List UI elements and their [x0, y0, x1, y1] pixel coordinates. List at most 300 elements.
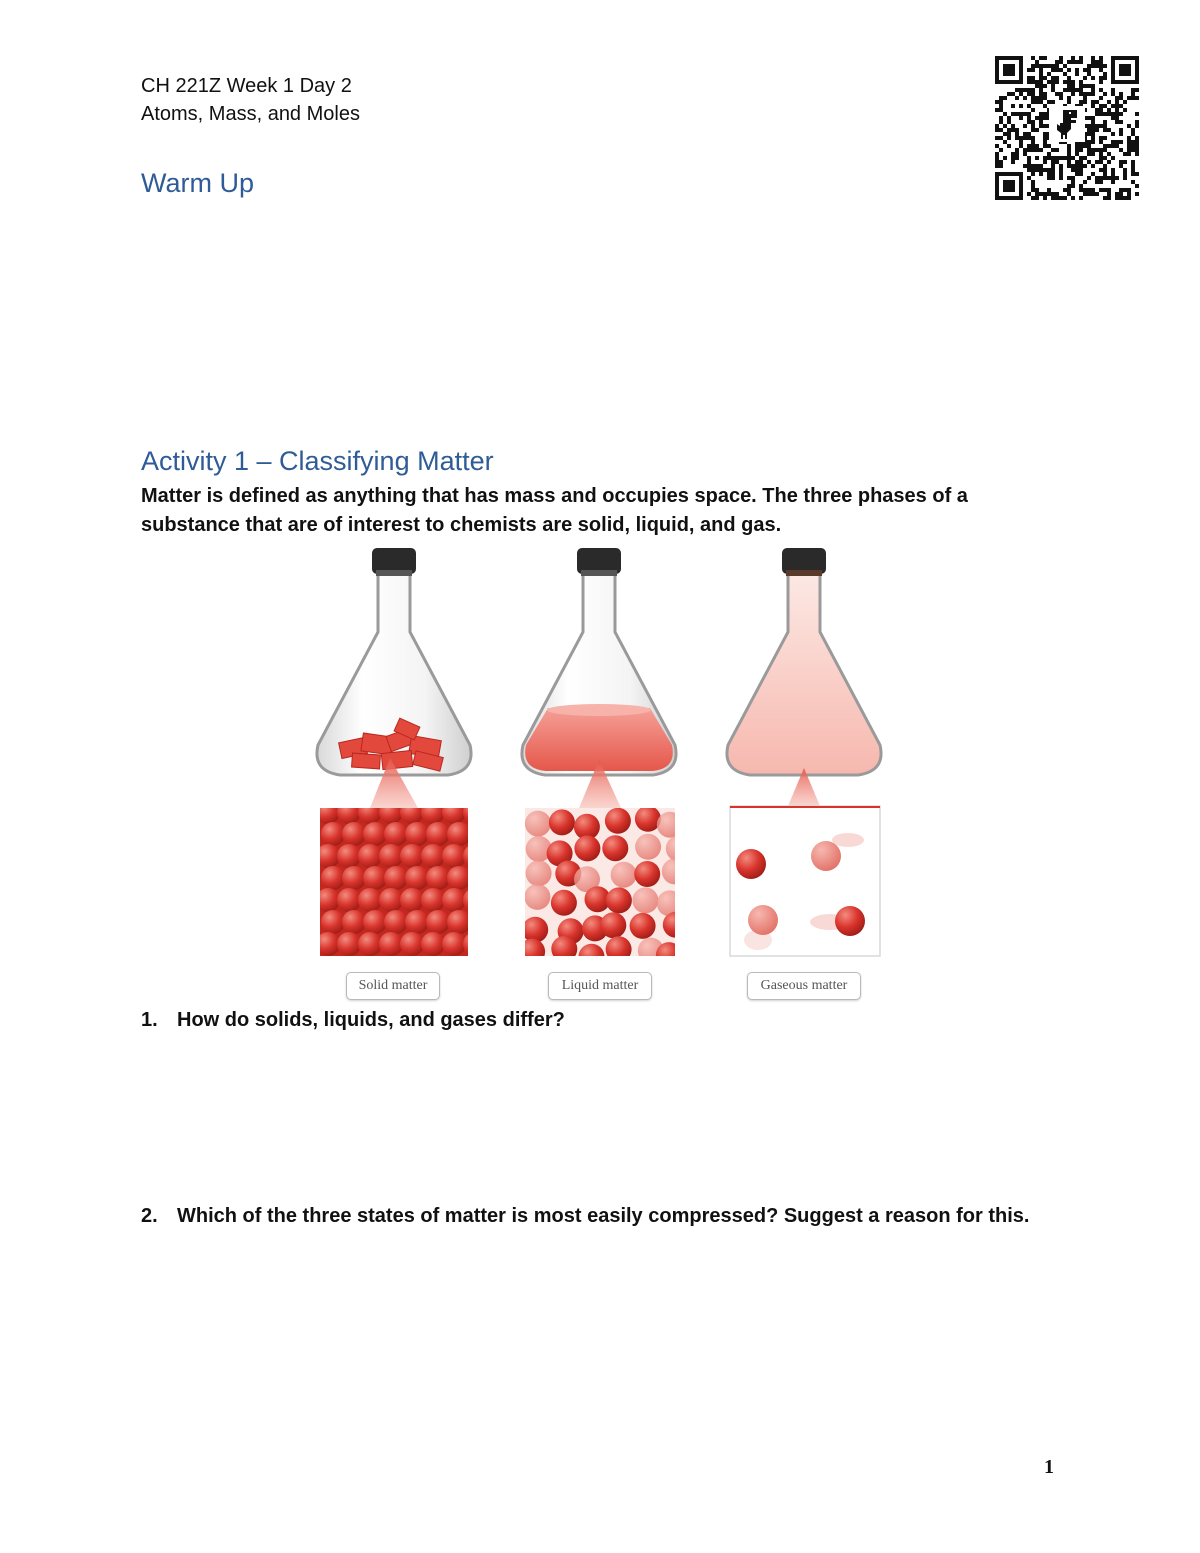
qr-module	[1043, 92, 1047, 96]
qr-module	[1075, 148, 1079, 152]
qr-module	[1003, 112, 1007, 116]
particle	[519, 939, 545, 965]
qr-module	[1135, 124, 1139, 128]
particle	[405, 822, 429, 846]
qr-module	[1091, 132, 1095, 136]
qr-module	[1011, 156, 1015, 160]
qr-module	[1067, 84, 1071, 88]
qr-module	[1075, 144, 1079, 148]
qr-module	[1131, 180, 1135, 184]
qr-module	[1063, 88, 1067, 92]
qr-module	[1107, 188, 1111, 192]
intro-line-1: Matter is defined as anything that has mass and occupies space. The three phases of a	[141, 485, 968, 507]
qr-module	[1083, 92, 1087, 96]
qr-module	[1103, 64, 1107, 68]
qr-module	[1055, 68, 1059, 72]
qr-module	[1027, 112, 1031, 116]
qr-module	[1103, 72, 1107, 76]
qr-module	[1043, 104, 1047, 108]
qr-module	[1059, 164, 1063, 168]
qr-module	[1031, 172, 1035, 176]
particle	[663, 912, 689, 938]
qr-module	[1043, 132, 1047, 136]
qr-module	[1023, 112, 1027, 116]
qr-module	[1079, 144, 1083, 148]
qr-module	[1059, 156, 1063, 160]
qr-module	[1087, 152, 1091, 156]
qr-module	[1027, 104, 1031, 108]
qr-module	[1107, 196, 1111, 200]
qr-module	[1071, 176, 1075, 180]
particle	[363, 822, 387, 846]
qr-module	[1083, 100, 1087, 104]
qr-module	[1099, 188, 1103, 192]
qr-module	[1027, 116, 1031, 120]
qr-module	[1043, 192, 1047, 196]
qr-module	[1111, 88, 1115, 92]
particle	[463, 888, 487, 912]
qr-module	[1075, 168, 1079, 172]
qr-module	[1115, 116, 1119, 120]
particle	[632, 887, 658, 913]
qr-module	[1031, 136, 1035, 140]
particle	[551, 890, 577, 916]
qr-module	[1119, 132, 1123, 136]
qr-module	[1043, 196, 1047, 200]
course-line: CH 221Z Week 1 Day 2	[141, 75, 352, 97]
qr-module	[1051, 80, 1055, 84]
qr-module	[1039, 96, 1043, 100]
qr-module	[1127, 196, 1131, 200]
qr-module	[1091, 172, 1095, 176]
qr-module	[1107, 100, 1111, 104]
qr-module	[1023, 164, 1027, 168]
qr-module	[1107, 176, 1111, 180]
qr-module	[1043, 156, 1047, 160]
qr-module	[1115, 144, 1119, 148]
particle	[363, 866, 387, 890]
qr-module	[1091, 188, 1095, 192]
qr-module	[1035, 192, 1039, 196]
qr-module	[1067, 176, 1071, 180]
qr-module	[1079, 88, 1083, 92]
qr-module	[1127, 152, 1131, 156]
qr-module	[1071, 80, 1075, 84]
qr-module	[1027, 156, 1031, 160]
qr-module	[1091, 124, 1095, 128]
qr-module	[1063, 72, 1067, 76]
qr-module	[1127, 192, 1131, 196]
qr-module	[1111, 156, 1115, 160]
qr-module	[1091, 76, 1095, 80]
qr-module	[1095, 128, 1099, 132]
particle	[657, 890, 683, 916]
qr-module	[1063, 80, 1067, 84]
qr-module	[1031, 64, 1035, 68]
qr-module	[1079, 84, 1083, 88]
particle	[574, 835, 600, 861]
qr-module	[1031, 128, 1035, 132]
particle	[316, 844, 340, 868]
qr-module	[1103, 176, 1107, 180]
qr-module	[1031, 144, 1035, 148]
qr-module	[1031, 100, 1035, 104]
qr-module	[1131, 132, 1135, 136]
particle	[549, 809, 575, 835]
qr-module	[1015, 132, 1019, 136]
qr-module	[1119, 140, 1123, 144]
particle	[635, 834, 661, 860]
qr-module	[999, 148, 1003, 152]
qr-module	[1091, 164, 1095, 168]
qr-module	[1079, 184, 1083, 188]
qr-module	[1071, 156, 1075, 160]
qr-module	[1031, 148, 1035, 152]
qr-module	[1019, 88, 1023, 92]
qr-module	[1027, 164, 1031, 168]
qr-module	[1107, 152, 1111, 156]
qr-module	[1103, 76, 1107, 80]
particle	[525, 811, 551, 837]
qr-module	[1015, 96, 1019, 100]
qr-module	[1107, 144, 1111, 148]
qr-module	[1059, 172, 1063, 176]
qr-module	[1091, 88, 1095, 92]
qr-module	[1015, 128, 1019, 132]
question-1-text: How do solids, liquids, and gases differ?	[177, 1009, 565, 1031]
qr-module	[1035, 168, 1039, 172]
qr-module	[1071, 196, 1075, 200]
qr-module	[1039, 76, 1043, 80]
qr-module	[1027, 132, 1031, 136]
qr-module	[1067, 164, 1071, 168]
qr-module	[1067, 152, 1071, 156]
qr-module	[1035, 196, 1039, 200]
qr-module	[1059, 196, 1063, 200]
qr-module	[1091, 120, 1095, 124]
qr-module	[1071, 92, 1075, 96]
qr-module	[1115, 100, 1119, 104]
qr-module	[1099, 108, 1103, 112]
particle	[447, 866, 471, 890]
qr-module	[1135, 172, 1139, 176]
particle	[442, 800, 466, 824]
qr-module	[1043, 56, 1047, 60]
qr-module	[1103, 120, 1107, 124]
qr-module	[1055, 80, 1059, 84]
qr-module	[1099, 104, 1103, 108]
qr-module	[1067, 160, 1071, 164]
particle	[379, 932, 403, 956]
qr-module	[1035, 188, 1039, 192]
solid-flask	[317, 548, 471, 808]
qr-module	[1027, 68, 1031, 72]
qr-module	[1067, 188, 1071, 192]
qr-module	[1083, 188, 1087, 192]
qr-module	[1131, 88, 1135, 92]
qr-module	[1119, 96, 1123, 100]
qr-module	[1075, 72, 1079, 76]
question-1	[141, 1006, 565, 1034]
qr-module	[1107, 192, 1111, 196]
qr-module	[1071, 184, 1075, 188]
qr-module	[1103, 168, 1107, 172]
qr-module	[1091, 92, 1095, 96]
qr-module	[999, 160, 1003, 164]
qr-module	[1019, 140, 1023, 144]
qr-module	[1043, 160, 1047, 164]
qr-module	[1035, 96, 1039, 100]
qr-module	[1067, 96, 1071, 100]
qr-module	[1135, 88, 1139, 92]
qr-code[interactable]	[993, 54, 1141, 202]
qr-module	[1119, 196, 1123, 200]
qr-module	[1099, 124, 1103, 128]
qr-module	[1091, 116, 1095, 120]
qr-module	[1095, 100, 1099, 104]
qr-module	[1071, 56, 1075, 60]
qr-module	[1067, 80, 1071, 84]
qr-module	[1043, 140, 1047, 144]
qr-module	[1091, 84, 1095, 88]
qr-module	[1087, 72, 1091, 76]
qr-module	[1035, 164, 1039, 168]
question-2-number: 2.	[141, 1205, 158, 1227]
qr-module	[1075, 152, 1079, 156]
qr-module	[1095, 112, 1099, 116]
qr-module	[1103, 128, 1107, 132]
qr-module	[1119, 112, 1123, 116]
qr-module	[1087, 188, 1091, 192]
qr-module	[1111, 92, 1115, 96]
particle	[337, 800, 361, 824]
qr-module	[1135, 112, 1139, 116]
qr-module	[1131, 96, 1135, 100]
particle	[363, 910, 387, 934]
qr-module	[1067, 184, 1071, 188]
qr-module	[1007, 136, 1011, 140]
qr-module	[995, 108, 999, 112]
qr-module	[1079, 92, 1083, 96]
qr-module	[1047, 176, 1051, 180]
qr-module	[1127, 148, 1131, 152]
qr-module	[1003, 156, 1007, 160]
qr-module	[1031, 184, 1035, 188]
qr-module	[1007, 116, 1011, 120]
qr-module	[1039, 84, 1043, 88]
qr-module	[1131, 148, 1135, 152]
qr-module	[1131, 164, 1135, 168]
qr-module	[1095, 160, 1099, 164]
qr-module	[995, 136, 999, 140]
qr-module	[1055, 92, 1059, 96]
question-2	[141, 1202, 1029, 1230]
caption-liquid: Liquid matter	[548, 972, 652, 1000]
particle	[384, 866, 408, 890]
qr-module	[1031, 120, 1035, 124]
qr-module	[1103, 196, 1107, 200]
particle	[606, 887, 632, 913]
qr-module	[1099, 56, 1103, 60]
qr-module	[1099, 68, 1103, 72]
particle	[463, 844, 487, 868]
qr-module	[1111, 112, 1115, 116]
qr-module	[1087, 176, 1091, 180]
qr-module	[1099, 136, 1103, 140]
qr-module	[1027, 136, 1031, 140]
qr-module	[1043, 124, 1047, 128]
qr-module	[1071, 164, 1075, 168]
qr-module	[1071, 88, 1075, 92]
qr-module	[1011, 124, 1015, 128]
qr-module	[1115, 196, 1119, 200]
qr-module	[1103, 124, 1107, 128]
qr-module	[1047, 72, 1051, 76]
qr-module	[1031, 96, 1035, 100]
particle	[400, 932, 424, 956]
qr-module	[1087, 84, 1091, 88]
particle	[526, 860, 552, 886]
dinosaur-icon	[1049, 106, 1085, 142]
qr-module	[1075, 68, 1079, 72]
qr-module	[1051, 68, 1055, 72]
qr-module	[1087, 116, 1091, 120]
particle	[442, 888, 466, 912]
qr-module	[1087, 160, 1091, 164]
qr-module	[1027, 148, 1031, 152]
qr-module	[1019, 104, 1023, 108]
qr-module	[1031, 76, 1035, 80]
qr-module	[1031, 188, 1035, 192]
qr-module	[1111, 180, 1115, 184]
qr-module	[1099, 160, 1103, 164]
qr-module	[1039, 192, 1043, 196]
qr-module	[1055, 148, 1059, 152]
particle	[579, 944, 605, 970]
particle	[662, 858, 688, 884]
qr-module	[1023, 96, 1027, 100]
qr-module	[1119, 104, 1123, 108]
gas-particles-panel	[730, 806, 880, 956]
particle	[426, 822, 450, 846]
qr-module	[1027, 144, 1031, 148]
qr-module	[1043, 144, 1047, 148]
qr-module	[1119, 164, 1123, 168]
qr-module	[1095, 60, 1099, 64]
qr-module	[1091, 104, 1095, 108]
qr-module	[1067, 100, 1071, 104]
qr-module	[1075, 160, 1079, 164]
qr-module	[995, 124, 999, 128]
qr-module	[1055, 64, 1059, 68]
qr-module	[1099, 180, 1103, 184]
qr-module	[1027, 80, 1031, 84]
qr-module	[1135, 120, 1139, 124]
qr-module	[1123, 176, 1127, 180]
qr-module	[1035, 156, 1039, 160]
qr-module	[1011, 104, 1015, 108]
qr-module	[1015, 112, 1019, 116]
qr-module	[1127, 188, 1131, 192]
qr-module	[1099, 80, 1103, 84]
particle	[463, 800, 487, 824]
qr-module	[999, 96, 1003, 100]
particle	[421, 932, 445, 956]
qr-module	[1035, 116, 1039, 120]
qr-module	[1119, 192, 1123, 196]
qr-module	[1043, 96, 1047, 100]
activity-heading: Activity 1 – Classifying Matter	[141, 446, 494, 476]
qr-module	[1119, 160, 1123, 164]
particle	[342, 910, 366, 934]
qr-module	[1087, 140, 1091, 144]
qr-module	[1115, 140, 1119, 144]
qr-module	[1031, 124, 1035, 128]
particle	[421, 800, 445, 824]
particle	[337, 888, 361, 912]
qr-module	[1047, 156, 1051, 160]
qr-module	[1039, 80, 1043, 84]
particle	[358, 932, 382, 956]
qr-module	[1039, 100, 1043, 104]
qr-module	[1115, 96, 1119, 100]
particle	[657, 812, 683, 838]
qr-module	[1079, 80, 1083, 84]
qr-module	[1103, 172, 1107, 176]
qr-module	[1023, 132, 1027, 136]
qr-module	[1079, 196, 1083, 200]
qr-module	[1071, 180, 1075, 184]
topic-line: Atoms, Mass, and Moles	[141, 103, 360, 125]
qr-module	[1127, 124, 1131, 128]
qr-module	[1091, 136, 1095, 140]
qr-module	[995, 156, 999, 160]
particle	[522, 917, 548, 943]
qr-module	[1003, 124, 1007, 128]
qr-module	[1135, 148, 1139, 152]
qr-module	[999, 108, 1003, 112]
qr-module	[1055, 156, 1059, 160]
page-number: 1	[1044, 1456, 1054, 1478]
qr-module	[1095, 108, 1099, 112]
qr-module	[1127, 140, 1131, 144]
qr-module	[1031, 168, 1035, 172]
qr-module	[1115, 176, 1119, 180]
qr-module	[1095, 124, 1099, 128]
qr-module	[1067, 60, 1071, 64]
qr-module	[1059, 96, 1063, 100]
qr-module	[1087, 64, 1091, 68]
qr-module	[1067, 148, 1071, 152]
qr-module	[1115, 192, 1119, 196]
particle	[606, 936, 632, 962]
qr-module	[1103, 188, 1107, 192]
qr-module	[1015, 156, 1019, 160]
qr-module	[1043, 116, 1047, 120]
qr-module	[1035, 84, 1039, 88]
particle	[379, 888, 403, 912]
qr-module	[1087, 144, 1091, 148]
qr-module	[1047, 188, 1051, 192]
qr-module	[1099, 96, 1103, 100]
qr-module	[1035, 128, 1039, 132]
qr-module	[1127, 96, 1131, 100]
qr-module	[1131, 144, 1135, 148]
qr-module	[1015, 152, 1019, 156]
qr-module	[1103, 112, 1107, 116]
qr-module	[1015, 136, 1019, 140]
qr-module	[1067, 76, 1071, 80]
